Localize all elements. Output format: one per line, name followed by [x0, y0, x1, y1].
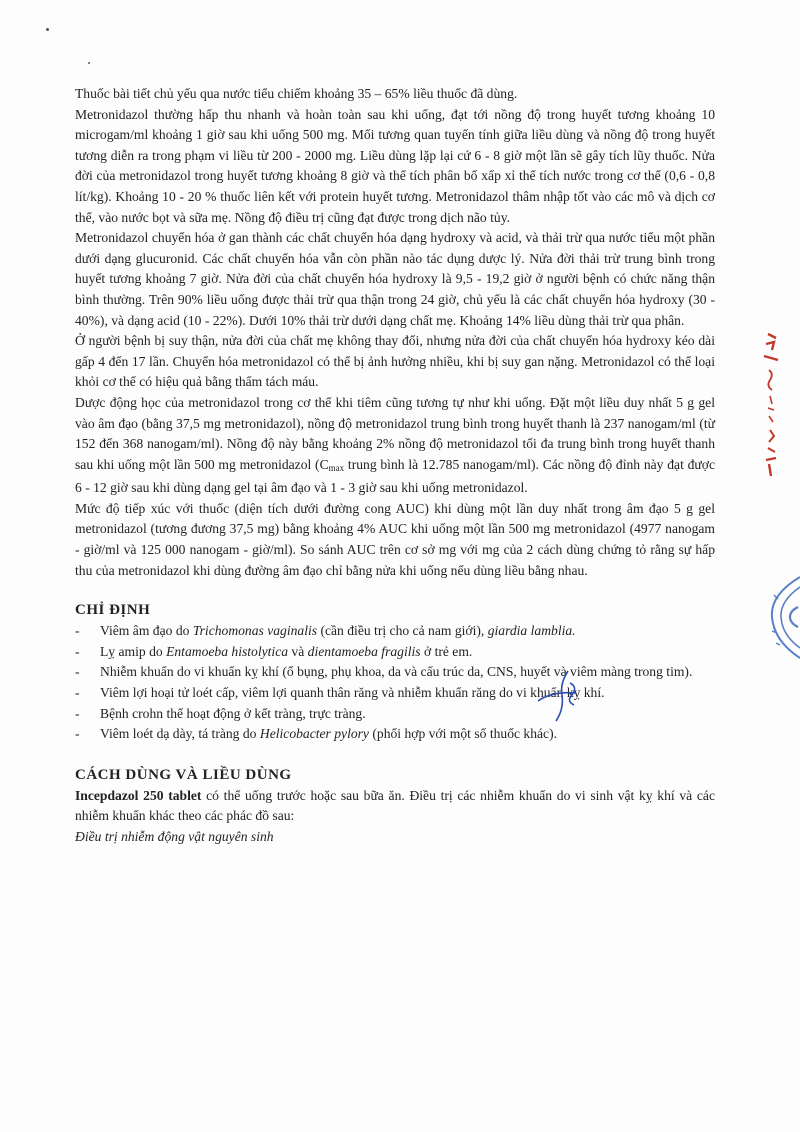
document-body	[75, 84, 715, 848]
indication-text: Viêm lợi hoại tử loét cấp, viêm lợi quanh thân răng và nhiễm khuẩn răng do vi khuẩn kỵ khí.	[100, 685, 605, 701]
dosage-intro	[75, 786, 715, 827]
signature-icon	[530, 665, 590, 725]
organism-name: Helicobacter pylory	[259, 726, 369, 742]
red-stamp-icon	[760, 330, 782, 480]
indication-item	[75, 621, 715, 642]
organism-name: Trichomonas vaginalis	[192, 623, 318, 639]
list-dash: -	[75, 623, 80, 639]
list-dash: -	[75, 705, 80, 721]
organism-name: Entamoeba histolytica	[166, 643, 289, 659]
dosage-title: CÁCH DÙNG VÀ LIỀU DÙNG	[75, 766, 292, 783]
pk-vaginal-gel-text-b: trung bình là 12.785 nanogam/ml). Các nồng độ đỉnh này đạt được 6 - 12 giờ sau khi dùng dạng gel tại âm đạo và 1 - 3 giờ sau khi uống metronidazol.	[75, 456, 716, 496]
indication-text: Lỵ amip do	[100, 643, 167, 659]
indication-item	[75, 642, 715, 663]
list-dash: -	[75, 726, 80, 742]
pk-paragraph-vaginal-gel	[75, 393, 715, 499]
indication-text: Viêm loét dạ dày, tá tràng do	[100, 726, 260, 742]
section-spacer	[75, 581, 715, 602]
pk-paragraph-metabolism: Metronidazol chuyển hóa ở gan thành các chất chuyển hóa dạng hydroxy và acid, và thải trừ qua nước tiểu một phần dưới dạng glucuronid. Các chất chuyển hóa vẫn còn phần nào tác dụng dược lý. Nửa đời thải trừ trung bình trong huyết tương khoảng 7 giờ. Nửa đời của chất chuyển hóa hydroxy là 9,5 - 19,2 giờ ở người bệnh có chức năng thận bình thường. Trên 90% liều uống được thải trừ qua thận trong 24 giờ, chủ yếu là các chất chuyển hóa hydroxy (30 - 40%), và dạng acid (10 - 22%). Dưới 10% thải trừ dưới dạng chất mẹ. Khoảng 14% liều dùng thải trừ qua phân.	[75, 230, 715, 328]
pk-paragraph-renal-impairment: Ở người bệnh bị suy thận, nửa đời của chất mẹ không thay đổi, nhưng nửa đời của chất chuyển hóa hydroxy kéo dài gấp 4 đến 17 lần. Chuyển hóa metronidazol có thể bị ảnh hưởng nhiều, khi bị suy gan nặng. Metronidazol có thể loại khỏi cơ thể có hiệu quả bằng thẩm tách máu.	[75, 333, 715, 390]
blue-stamp-icon	[768, 575, 800, 660]
product-name: Incepdazol 250 tablet	[75, 787, 202, 803]
indication-text: Nhiễm khuẩn do vi khuẩn kỵ khí (ổ bụng, phụ khoa, da và cấu trúc da, CNS, huyết và viêm màng trong tim).	[100, 664, 693, 680]
pk-paragraph-auc: Mức độ tiếp xúc với thuốc (diện tích dưới đường cong AUC) khi dùng một lần duy nhất trong âm đạo 5 g gel metronidazol (tương đương 37,5 mg) bằng khoảng 4% AUC khi uống một lần 500 mg metronidazol (4977 nanogam - giờ/ml và 125 000 nanogam - giờ/ml). So sánh AUC trên cơ sở mg với mg của 2 cách dùng chứng tỏ rằng sự hấp thu của metronidazol khi dùng đường âm đạo chỉ bằng nửa khi uống nếu dùng liều bằng nhau.	[75, 500, 715, 578]
indication-text: (phối hợp với một số thuốc khác).	[368, 726, 558, 742]
pk-paragraph-absorption: Metronidazol thường hấp thu nhanh và hoàn toàn sau khi uống, đạt tới nồng độ trong huyết tương khoảng 10 microgam/ml khoảng 1 giờ sau khi uống 500 mg. Mối tương quan tuyến tính giữa liều dùng và nồng độ trong huyết tương diễn ra trong phạm vi liều từ 200 - 2000 mg. Liều dùng lặp lại cứ 6 - 8 giờ một lần sẽ gây tích lũy thuốc. Nửa đời của metronidazol trong huyết tương khoảng 8 giờ và thể tích phân bố xấp xỉ thể tích nước trong cơ thể (0,6 - 0,8 lít/kg). Khoảng 10 - 20 % thuốc liên kết với protein huyết tương. Metronidazol thâm nhập tốt vào các mô và dịch cơ thể, vào nước bọt và sữa mẹ. Nồng độ điều trị cũng đạt được trong dịch não tủy.	[75, 106, 715, 225]
list-dash: -	[75, 685, 80, 701]
indications-title: CHỈ ĐỊNH	[75, 602, 151, 619]
organism-name: giardia lamblia.	[487, 623, 576, 639]
organism-name: dientamoeba fragilis	[307, 643, 421, 659]
indication-text: Bệnh crohn thể hoạt động ở kết tràng, trực tràng.	[100, 705, 366, 721]
list-dash: -	[75, 643, 80, 659]
pk-vaginal-gel-text-a: Dược động học của metronidazol trong cơ thể khi tiêm cũng tương tự như khi uống. Đặt một liều duy nhất 5 g gel vào âm đạo (bằng 37,5 mg metronidazol), nồng độ metronidazol trung bình trong huyết thanh là 237 nanogam/ml (từ 152 đến 368 nanogam/ml). Nồng độ này bằng khoảng 2% nồng độ metronidazol tối đa trung bình trong huyết thanh sau khi uống một lần 500 mg metronidazol (C	[75, 394, 715, 472]
indication-item	[75, 724, 715, 745]
indication-item	[75, 704, 715, 725]
section-spacer	[75, 745, 715, 767]
list-dash: -	[75, 664, 80, 680]
dosage-subheading: Điều trị nhiễm động vật nguyên sinh	[75, 829, 274, 844]
scan-speck	[46, 28, 49, 31]
indication-text: ở trẻ em.	[420, 643, 473, 659]
pk-paragraph-excretion: Thuốc bài tiết chủ yếu qua nước tiểu chiếm khoảng 35 – 65% liều thuốc đã dùng.	[75, 86, 518, 101]
indication-text: và	[288, 643, 308, 659]
cmax-subscript: max	[328, 462, 345, 473]
indication-text: (cần điều trị cho cả nam giới),	[317, 623, 488, 639]
indication-item	[75, 683, 715, 704]
indication-item	[75, 662, 715, 683]
indication-text: Viêm âm đạo do	[100, 623, 193, 639]
indications-list	[75, 621, 715, 745]
dosage-intro-text: có thể uống trước hoặc sau bữa ăn. Điều trị các nhiễm khuẩn do vi sinh vật kỵ khí và các nhiễm khuẩn khác theo các phác đồ sau:	[75, 787, 715, 824]
scan-speck	[88, 62, 90, 64]
